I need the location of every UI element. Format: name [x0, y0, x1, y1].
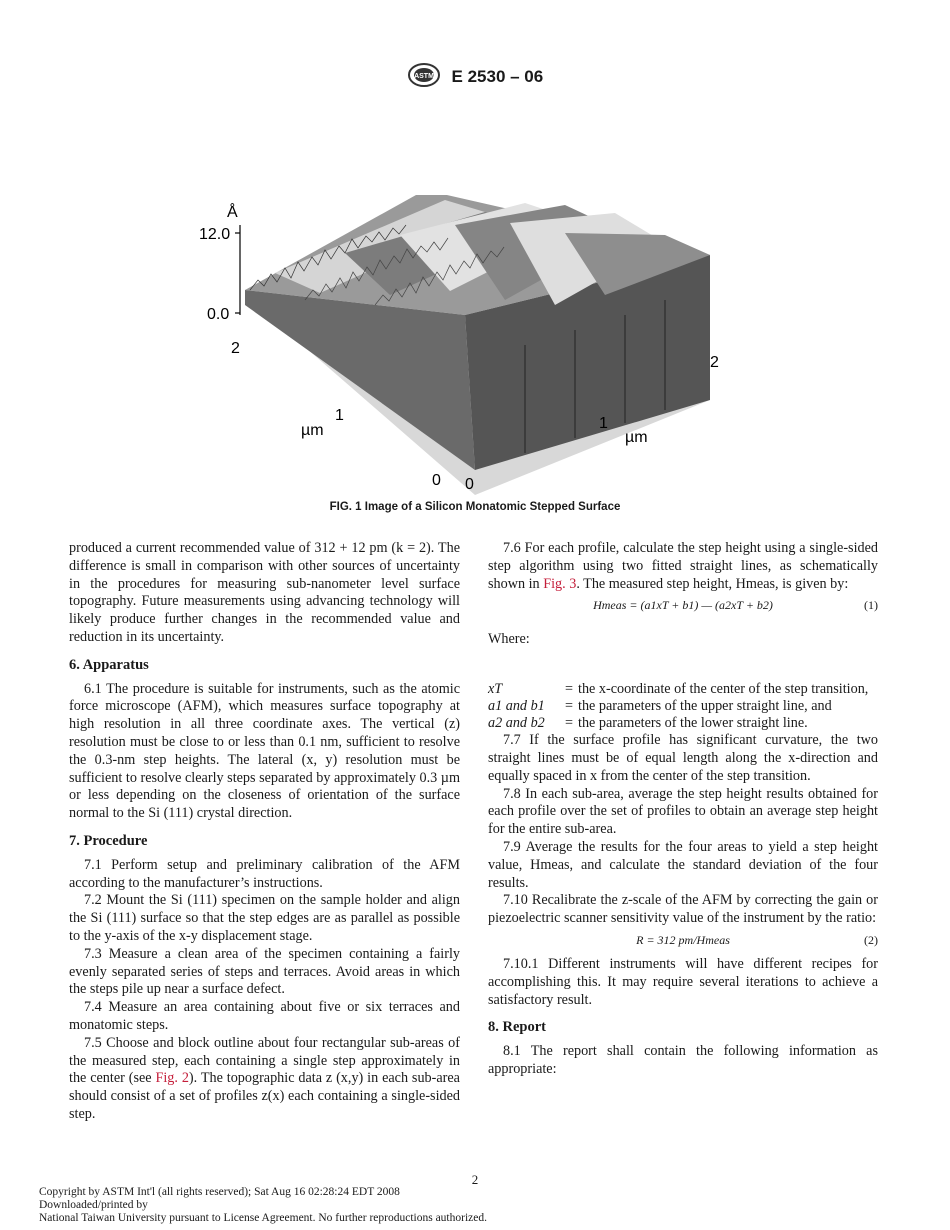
paragraph-7-8: 7.8 In each sub-area, average the step height results obtained for each profile over the set of profiles to obtain an average step height for the entire sub-area.	[488, 785, 878, 838]
page-header	[0, 62, 950, 93]
equation-1-formula: Hmeas = (a1xT + b1) — (a2xT + b2)	[593, 598, 773, 613]
section-7-heading: 7. Procedure	[69, 832, 148, 849]
paragraph-7-9: 7.9 Average the results for the four areas to yield a step height value, Hmeas, and calculate the standard deviation of the four results.	[488, 838, 878, 891]
paragraph-7-10: 7.10 Recalibrate the z-scale of the AFM by correcting the gain or piezoelectric scanner sensitivity value of the instrument by the ratio:	[488, 892, 878, 927]
right-axis-unit: µm	[625, 429, 648, 446]
astm-logo	[407, 62, 441, 93]
left-tick-1: 1	[335, 407, 344, 424]
equation-1-number: (1)	[864, 598, 878, 613]
definition-row: a1 and b1 = the parameters of the upper straight line, and	[488, 698, 832, 715]
right-tick-1: 1	[599, 415, 608, 432]
equation-2	[488, 928, 878, 952]
paragraph-7-6: 7.6 For each profile, calculate the step height using a single-sided step algorithm using two fitted straight lines, as schematically shown in Fig. 3. The measured step height, Hmeas, is given by:	[488, 540, 878, 592]
svg-text:ASTM: ASTM	[413, 73, 434, 80]
z-unit: Å	[227, 204, 238, 221]
z-tick-top: 12.0	[199, 226, 231, 243]
fig-2-link[interactable]: Fig. 2	[155, 1070, 189, 1087]
paragraph-6-1: 6.1 The procedure is suitable for instruments, such as the atomic force microscope (AFM), which measures surface topography at high resolution in all three coordinate axes. The vertical (z) resolution must be close to or less than 0.1 nm, sufficient to resolve the 0.3-nm step heights. The lateral (x, y) resolution must be sufficient to resolve clearly steps separated by approximately 0.3 µm or less depending on the closeness of orientation of the surface normal to the Si (111) crystal direction.	[69, 680, 460, 822]
section-8-heading: 8. Report	[488, 1019, 546, 1036]
footer-line-1: Copyright by ASTM Int'l (all rights reserved); Sat Aug 16 02:28:24 EDT 2008	[39, 1186, 400, 1198]
paragraph-8-1: 8.1 The report shall contain the following information as appropriate:	[488, 1043, 878, 1077]
footer-line-2: Downloaded/printed by	[39, 1199, 148, 1211]
paragraph-7-10-1: 7.10.1 Different instruments will have different recipes for accomplishing this. It may require several iterations to achieve a satisfactory result.	[488, 955, 878, 1008]
definitions-table	[488, 681, 878, 732]
designation: E 2530 – 06	[451, 66, 544, 86]
equation-1	[488, 593, 878, 617]
right-tick-2: 2	[710, 354, 719, 371]
footer-line-3: National Taiwan University pursuant to License Agreement. No further reproductions authorized.	[39, 1212, 487, 1224]
definition-row: xT = the x-coordinate of the center of the step transition,	[488, 681, 869, 698]
left-axis-unit: µm	[301, 422, 324, 439]
paragraph-7-4: 7.4 Measure an area containing about five or six terraces and monatomic steps.	[69, 999, 460, 1033]
left-column	[69, 540, 460, 1124]
fig-3-link[interactable]: Fig. 3	[543, 575, 577, 592]
z-tick-bottom: 0.0	[207, 306, 230, 323]
paragraph-7-2: 7.2 Mount the Si (111) specimen on the sample holder and align the Si (111) surface so that the step edges are as parallel as possible to the y-axis of the x-y displacement stage.	[69, 892, 460, 944]
copyright-footer	[39, 1186, 487, 1225]
paragraph-7-7: 7.7 If the surface profile has significant curvature, the two straight lines must be of equal length along the x-direction and equally spaced in x from the center of the step transition.	[488, 732, 878, 784]
paragraph-7-3: 7.3 Measure a clean area of the specimen containing a fairly evenly separated series of steps and terraces. Avoid areas in which the steps pile up near a surface defect.	[69, 945, 460, 998]
paragraph-continued: produced a current recommended value of 312 + 12 pm (k = 2). The difference is small in comparison with other sources of uncertainty in the procedures for measuring sub-nanometer level surface topography. Future measurements using advancing technology will likely produce further changes in the recommended value and reduction in its uncertainty.	[69, 540, 460, 645]
definition-row: a2 and b2 = the parameters of the lower straight line.	[488, 715, 808, 732]
left-tick-0: 0	[432, 472, 441, 489]
right-tick-0: 0	[465, 476, 474, 493]
paragraph-7-5: 7.5 Choose and block outline about four rectangular sub-areas of the measured step, each containing a single step approximately in the center (see Fig. 2). The topographic data z (x,y) in each sub-area should consist of a set of profiles z(x) each containing a single-sided step.	[69, 1034, 460, 1122]
section-6-heading: 6. Apparatus	[69, 656, 149, 673]
afm-surface-figure	[195, 195, 735, 495]
left-tick-2: 2	[231, 340, 240, 357]
paragraph-7-1: 7.1 Perform setup and preliminary calibration of the AFM according to the manufacturer’s instructions.	[69, 856, 460, 891]
where-label: Where:	[488, 631, 530, 648]
equation-2-formula: R = 312 pm/Hmeas	[636, 932, 730, 947]
equation-2-number: (2)	[864, 932, 878, 947]
figure-caption: FIG. 1 Image of a Silicon Monatomic Stepped Surface	[329, 501, 621, 513]
page-number: 2	[471, 1172, 479, 1187]
right-column	[488, 540, 878, 1079]
side-face	[245, 290, 475, 470]
